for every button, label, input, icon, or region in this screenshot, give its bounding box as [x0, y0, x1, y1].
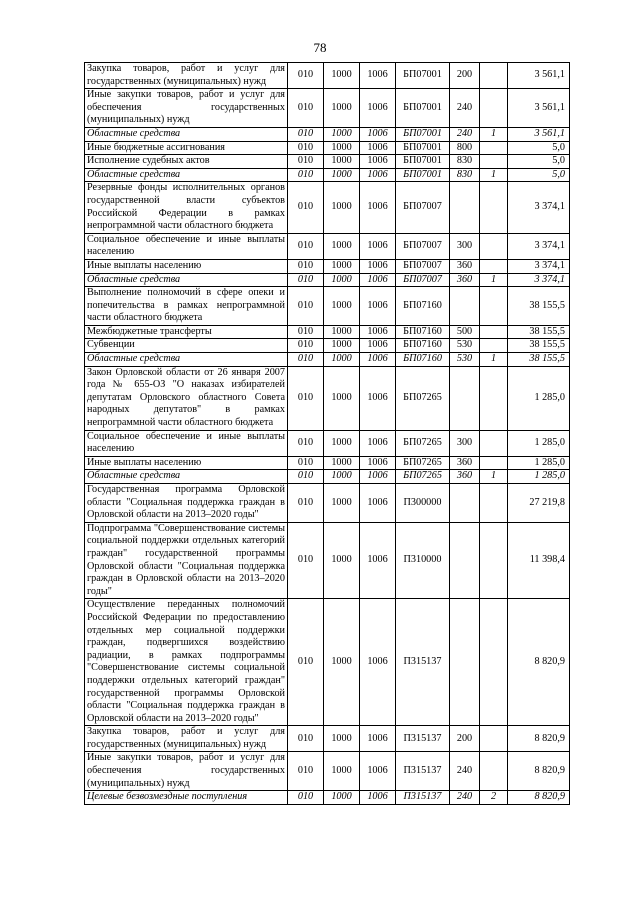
row-code-cell: 010 [288, 127, 324, 141]
row-name-cell: Иные закупки товаров, работ и услуг для обеспечения государственных (муниципальных) нужд [85, 89, 288, 128]
row-code-cell: 1000 [324, 430, 360, 456]
table-row [85, 456, 570, 470]
row-name-cell: Закупка товаров, работ и услуг для государственных (муниципальных) нужд [85, 726, 288, 752]
row-code-cell: 1000 [324, 89, 360, 128]
row-code-cell: 1006 [360, 470, 396, 484]
row-sum-cell: 27 219,8 [508, 484, 570, 523]
row-code-cell: 010 [288, 182, 324, 233]
row-sum-cell: 3 374,1 [508, 182, 570, 233]
row-code-cell: 1006 [360, 233, 396, 259]
row-code-cell: БП07160 [396, 339, 450, 353]
row-code-cell: 1000 [324, 127, 360, 141]
row-sum-cell: 1 285,0 [508, 456, 570, 470]
row-code-cell: 1 [480, 127, 508, 141]
row-code-cell: БП07001 [396, 89, 450, 128]
row-name-cell: Иные закупки товаров, работ и услуг для обеспечения государственных (муниципальных) нужд [85, 752, 288, 791]
row-code-cell: 010 [288, 259, 324, 273]
row-code-cell: 010 [288, 273, 324, 287]
row-sum-cell: 3 561,1 [508, 89, 570, 128]
table-row [85, 287, 570, 326]
row-name-cell: Закон Орловской области от 26 января 2007 года № 655-ОЗ "О наказах избирателей депутатам Орловского областного Совета народных депутатов" в рамках непрограммной части областного бюджета [85, 366, 288, 430]
table-row [85, 168, 570, 182]
budget-table [84, 62, 570, 805]
row-code-cell: 1006 [360, 353, 396, 367]
row-code-cell: 1000 [324, 522, 360, 599]
row-code-cell: 200 [450, 726, 480, 752]
row-code-cell: П310000 [396, 522, 450, 599]
row-code-cell: БП07001 [396, 155, 450, 169]
row-code-cell: 1000 [324, 470, 360, 484]
row-code-cell: 1006 [360, 127, 396, 141]
table-row [85, 353, 570, 367]
row-code-cell [480, 430, 508, 456]
row-name-cell: Выполнение полномочий в сфере опеки и попечительства в рамках непрограммной части областного бюджета [85, 287, 288, 326]
row-name-cell: Социальное обеспечение и иные выплаты населению [85, 233, 288, 259]
row-sum-cell: 38 155,5 [508, 339, 570, 353]
row-code-cell: 1000 [324, 233, 360, 259]
row-code-cell [480, 484, 508, 523]
row-sum-cell: 3 374,1 [508, 233, 570, 259]
row-code-cell: 1000 [324, 726, 360, 752]
row-code-cell: 010 [288, 168, 324, 182]
row-code-cell: 360 [450, 259, 480, 273]
row-code-cell: БП07160 [396, 353, 450, 367]
table-row [85, 233, 570, 259]
row-sum-cell: 8 820,9 [508, 599, 570, 726]
row-code-cell: 1006 [360, 259, 396, 273]
row-code-cell: БП07265 [396, 430, 450, 456]
row-sum-cell: 5,0 [508, 141, 570, 155]
row-code-cell: 1006 [360, 339, 396, 353]
row-code-cell: 530 [450, 339, 480, 353]
row-sum-cell: 3 374,1 [508, 259, 570, 273]
row-code-cell: П315137 [396, 599, 450, 726]
row-code-cell: 1000 [324, 259, 360, 273]
row-code-cell: 1000 [324, 791, 360, 805]
row-sum-cell: 38 155,5 [508, 287, 570, 326]
row-code-cell [480, 287, 508, 326]
row-name-cell: Резервные фонды исполнительных органов государственной власти субъектов Российской Федерации в рамках непрограммной части областного бюджета [85, 182, 288, 233]
row-sum-cell: 38 155,5 [508, 325, 570, 339]
row-code-cell: 1006 [360, 599, 396, 726]
row-code-cell: 010 [288, 325, 324, 339]
row-code-cell: 300 [450, 430, 480, 456]
row-sum-cell: 8 820,9 [508, 791, 570, 805]
table-row [85, 484, 570, 523]
row-code-cell: 010 [288, 89, 324, 128]
row-code-cell: 1006 [360, 366, 396, 430]
row-code-cell: 240 [450, 791, 480, 805]
row-code-cell: 1006 [360, 325, 396, 339]
row-code-cell: БП07007 [396, 259, 450, 273]
row-name-cell: Областные средства [85, 470, 288, 484]
table-row [85, 141, 570, 155]
row-code-cell: 530 [450, 353, 480, 367]
row-name-cell: Осуществление переданных полномочий Российской Федерации по предоставлению отдельных мер социальной поддержки граждан, подвергшихся воздействию радиации, в рамках подпрограммы "Совершенствование системы социальной поддержки отдельных категорий граждан" государственной программы Орловской области "Социальная поддержка граждан в Орловской области на 2013–2020 годы" [85, 599, 288, 726]
row-code-cell: 1006 [360, 89, 396, 128]
table-row [85, 155, 570, 169]
row-code-cell: 1006 [360, 522, 396, 599]
row-name-cell: Областные средства [85, 273, 288, 287]
row-code-cell [480, 63, 508, 89]
row-code-cell: 360 [450, 273, 480, 287]
row-code-cell: 1000 [324, 287, 360, 326]
row-code-cell: 010 [288, 155, 324, 169]
row-code-cell: 1000 [324, 141, 360, 155]
row-code-cell [480, 599, 508, 726]
row-sum-cell: 5,0 [508, 155, 570, 169]
row-sum-cell: 8 820,9 [508, 726, 570, 752]
row-name-cell: Иные выплаты населению [85, 456, 288, 470]
row-code-cell: 1000 [324, 182, 360, 233]
row-code-cell [480, 366, 508, 430]
row-code-cell: 240 [450, 89, 480, 128]
row-sum-cell: 3 561,1 [508, 63, 570, 89]
table-row [85, 522, 570, 599]
row-code-cell [480, 339, 508, 353]
row-code-cell: 1006 [360, 182, 396, 233]
row-code-cell: БП07265 [396, 470, 450, 484]
row-code-cell: 240 [450, 127, 480, 141]
row-code-cell: 010 [288, 456, 324, 470]
row-code-cell: 010 [288, 339, 324, 353]
row-code-cell [480, 522, 508, 599]
table-row [85, 259, 570, 273]
row-name-cell: Областные средства [85, 353, 288, 367]
row-code-cell: 1 [480, 273, 508, 287]
row-code-cell: БП07007 [396, 233, 450, 259]
row-code-cell: 010 [288, 522, 324, 599]
row-code-cell [480, 752, 508, 791]
row-code-cell [450, 484, 480, 523]
row-sum-cell: 1 285,0 [508, 366, 570, 430]
row-code-cell: БП07007 [396, 182, 450, 233]
row-code-cell: 1006 [360, 141, 396, 155]
row-code-cell: 1000 [324, 599, 360, 726]
row-code-cell: 1006 [360, 63, 396, 89]
row-code-cell: 1006 [360, 726, 396, 752]
row-code-cell: 1000 [324, 752, 360, 791]
row-sum-cell: 5,0 [508, 168, 570, 182]
row-code-cell: 1006 [360, 273, 396, 287]
row-code-cell [450, 522, 480, 599]
table-row [85, 726, 570, 752]
row-code-cell: 010 [288, 484, 324, 523]
row-code-cell: 010 [288, 430, 324, 456]
row-name-cell: Целевые безвозмездные поступления [85, 791, 288, 805]
row-code-cell [480, 182, 508, 233]
row-code-cell: 240 [450, 752, 480, 791]
row-code-cell [450, 366, 480, 430]
row-code-cell: 010 [288, 366, 324, 430]
row-code-cell: 1000 [324, 456, 360, 470]
row-sum-cell: 1 285,0 [508, 470, 570, 484]
row-sum-cell: 11 398,4 [508, 522, 570, 599]
row-sum-cell: 38 155,5 [508, 353, 570, 367]
row-code-cell: П315137 [396, 726, 450, 752]
row-code-cell: 360 [450, 470, 480, 484]
row-name-cell: Областные средства [85, 127, 288, 141]
row-code-cell: 830 [450, 168, 480, 182]
row-code-cell: 1006 [360, 791, 396, 805]
row-code-cell: 500 [450, 325, 480, 339]
row-code-cell [480, 726, 508, 752]
row-sum-cell: 3 374,1 [508, 273, 570, 287]
row-code-cell: БП07001 [396, 141, 450, 155]
row-code-cell: П300000 [396, 484, 450, 523]
table-row [85, 89, 570, 128]
table-row [85, 325, 570, 339]
row-code-cell [450, 287, 480, 326]
row-code-cell: 1006 [360, 752, 396, 791]
row-sum-cell: 3 561,1 [508, 127, 570, 141]
row-code-cell: 010 [288, 752, 324, 791]
row-code-cell: 360 [450, 456, 480, 470]
row-code-cell [480, 155, 508, 169]
table-row [85, 791, 570, 805]
row-code-cell: 300 [450, 233, 480, 259]
row-code-cell: П315137 [396, 791, 450, 805]
row-name-cell: Закупка товаров, работ и услуг для государственных (муниципальных) нужд [85, 63, 288, 89]
row-code-cell: БП07001 [396, 127, 450, 141]
row-code-cell: 1000 [324, 273, 360, 287]
row-name-cell: Иные бюджетные ассигнования [85, 141, 288, 155]
row-code-cell: 010 [288, 791, 324, 805]
table-row [85, 339, 570, 353]
row-code-cell: 1000 [324, 366, 360, 430]
row-code-cell: БП07265 [396, 366, 450, 430]
budget-table-body [85, 63, 570, 805]
row-code-cell: 1000 [324, 63, 360, 89]
row-code-cell [480, 233, 508, 259]
row-code-cell [480, 89, 508, 128]
table-row [85, 273, 570, 287]
row-code-cell: 1006 [360, 484, 396, 523]
row-code-cell: 1000 [324, 325, 360, 339]
row-code-cell [480, 141, 508, 155]
row-code-cell: БП07160 [396, 325, 450, 339]
row-name-cell: Подпрограмма "Совершенствование системы социальной поддержки отдельных категорий граждан" государственной программы Орловской области "Социальная поддержка граждан в Орловской области на 2013–2020 годы" [85, 522, 288, 599]
row-code-cell: 2 [480, 791, 508, 805]
row-code-cell: 1000 [324, 353, 360, 367]
table-row [85, 470, 570, 484]
page-number: 78 [313, 40, 327, 55]
row-code-cell: БП07001 [396, 168, 450, 182]
row-name-cell: Областные средства [85, 168, 288, 182]
row-code-cell: 010 [288, 233, 324, 259]
row-name-cell: Субвенции [85, 339, 288, 353]
row-code-cell: БП07007 [396, 273, 450, 287]
row-name-cell: Социальное обеспечение и иные выплаты населению [85, 430, 288, 456]
table-row [85, 430, 570, 456]
row-code-cell: 1006 [360, 287, 396, 326]
row-sum-cell: 1 285,0 [508, 430, 570, 456]
row-code-cell: 010 [288, 470, 324, 484]
row-name-cell: Исполнение судебных актов [85, 155, 288, 169]
row-code-cell: 1006 [360, 155, 396, 169]
row-code-cell [480, 456, 508, 470]
row-code-cell: 010 [288, 141, 324, 155]
row-code-cell: 1000 [324, 484, 360, 523]
row-code-cell: 010 [288, 63, 324, 89]
row-name-cell: Государственная программа Орловской области "Социальная поддержка граждан в Орловской области на 2013–2020 годы" [85, 484, 288, 523]
row-name-cell: Межбюджетные трансферты [85, 325, 288, 339]
row-code-cell [480, 259, 508, 273]
row-code-cell: 1006 [360, 168, 396, 182]
row-sum-cell: 8 820,9 [508, 752, 570, 791]
row-code-cell: 1000 [324, 339, 360, 353]
table-row [85, 366, 570, 430]
table-row [85, 182, 570, 233]
table-row [85, 752, 570, 791]
row-code-cell: П315137 [396, 752, 450, 791]
row-code-cell: 1006 [360, 456, 396, 470]
row-code-cell: 1 [480, 353, 508, 367]
row-code-cell: 010 [288, 726, 324, 752]
row-code-cell: 1006 [360, 430, 396, 456]
table-row [85, 63, 570, 89]
row-code-cell: 200 [450, 63, 480, 89]
row-name-cell: Иные выплаты населению [85, 259, 288, 273]
row-code-cell [450, 599, 480, 726]
row-code-cell: 830 [450, 155, 480, 169]
row-code-cell: 800 [450, 141, 480, 155]
row-code-cell: 1000 [324, 168, 360, 182]
row-code-cell: 010 [288, 287, 324, 326]
row-code-cell: 010 [288, 599, 324, 726]
row-code-cell [480, 325, 508, 339]
row-code-cell: 010 [288, 353, 324, 367]
row-code-cell: 1000 [324, 155, 360, 169]
row-code-cell: БП07265 [396, 456, 450, 470]
row-code-cell: БП07001 [396, 63, 450, 89]
table-row [85, 599, 570, 726]
row-code-cell: 1 [480, 168, 508, 182]
row-code-cell: БП07160 [396, 287, 450, 326]
row-code-cell: 1 [480, 470, 508, 484]
table-row [85, 127, 570, 141]
row-code-cell [450, 182, 480, 233]
